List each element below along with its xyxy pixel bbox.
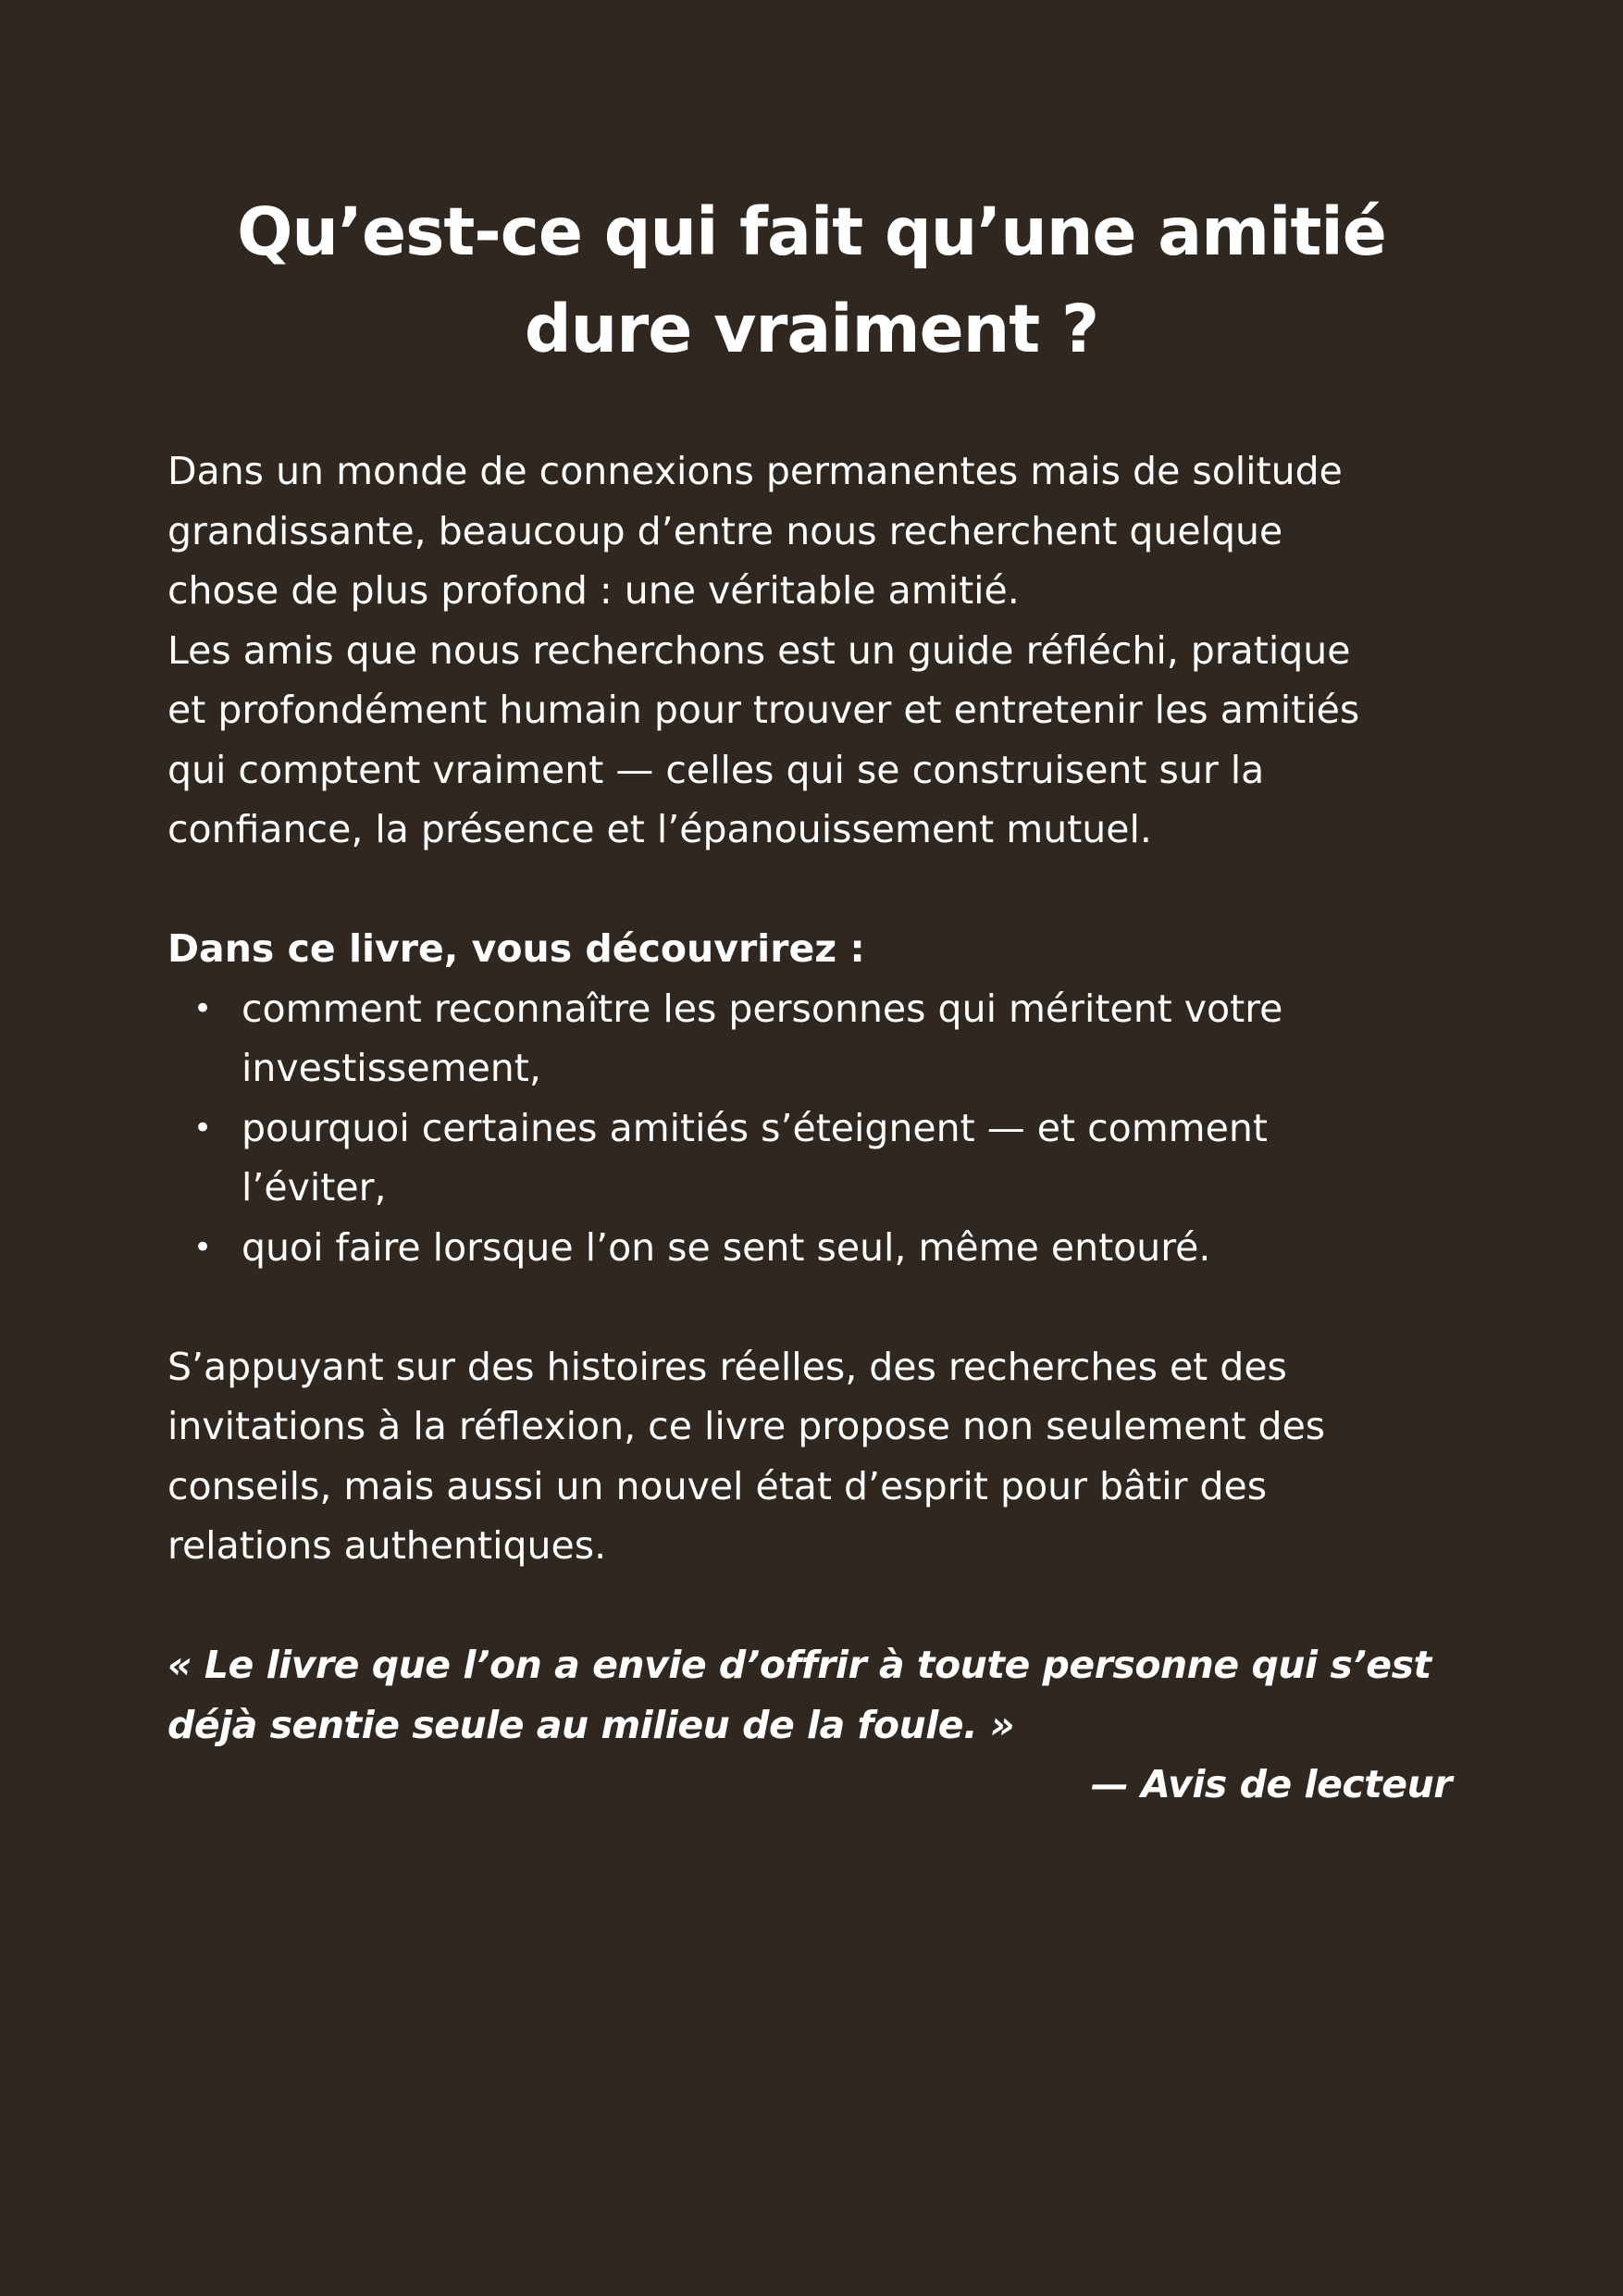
benefits-list bbox=[167, 979, 1481, 1278]
spacer bbox=[167, 860, 1481, 920]
title-line-1: Qu’est-ce qui fait qu’une amitié bbox=[237, 193, 1386, 270]
intro-line: Les amis que nous recherchons est un guide réfléchi, pratique bbox=[167, 627, 1351, 673]
spacer bbox=[167, 1576, 1481, 1636]
quote-line: déjà sentie seule au milieu de la foule. » bbox=[167, 1702, 1015, 1747]
intro-paragraph bbox=[167, 441, 1481, 860]
bullet-icon: • bbox=[193, 1109, 213, 1147]
closing-line: invitations à la réflexion, ce livre propose non seulement des bbox=[167, 1404, 1326, 1448]
quote-attribution: — Avis de lecteur bbox=[1090, 1762, 1452, 1806]
description-body bbox=[167, 441, 1481, 1815]
title-line-2: dure vraiment ? bbox=[524, 291, 1099, 367]
intro-line: chose de plus profond : une véritable amitié. bbox=[167, 568, 1020, 613]
list-item-line: pourquoi certaines amitiés s’éteignent — et comment bbox=[242, 1105, 1268, 1150]
closing-line: relations authentiques. bbox=[167, 1523, 607, 1568]
intro-line: qui comptent vraiment — celles qui se construisent sur la bbox=[167, 747, 1265, 792]
closing-line: S’appuyant sur des histoires réelles, des recherches et des bbox=[167, 1344, 1287, 1389]
spacer bbox=[167, 1277, 1481, 1337]
discover-heading: Dans ce livre, vous découvrirez : bbox=[167, 926, 865, 971]
bullet-icon: • bbox=[193, 1228, 213, 1266]
bullet-icon: • bbox=[193, 989, 213, 1027]
reader-quote bbox=[167, 1635, 1481, 1755]
list-item-line: comment reconnaître les personnes qui méritent votre bbox=[242, 986, 1283, 1031]
list-item bbox=[193, 1098, 1481, 1218]
intro-line: confiance, la présence et l’épanouissement mutuel. bbox=[167, 807, 1152, 851]
list-item bbox=[193, 979, 1481, 1098]
quote-line: « Le livre que l’on a envie d’offrir à toute personne qui s’est bbox=[167, 1643, 1431, 1687]
closing-line: conseils, mais aussi un nouvel état d’esprit pour bâtir des bbox=[167, 1463, 1268, 1508]
closing-paragraph bbox=[167, 1337, 1481, 1576]
intro-line: grandissante, beaucoup d’entre nous recherchent quelque bbox=[167, 508, 1283, 553]
intro-line: Dans un monde de connexions permanentes mais de solitude bbox=[167, 449, 1343, 493]
list-item bbox=[193, 1218, 1481, 1278]
list-item-line: quoi faire lorsque l’on se sent seul, même entouré. bbox=[242, 1224, 1211, 1270]
list-item-line: l’éviter, bbox=[242, 1165, 387, 1210]
page-title bbox=[167, 183, 1456, 378]
list-item-line: investissement, bbox=[242, 1046, 541, 1090]
intro-line: et profondément humain pour trouver et entretenir les amitiés bbox=[167, 688, 1360, 732]
